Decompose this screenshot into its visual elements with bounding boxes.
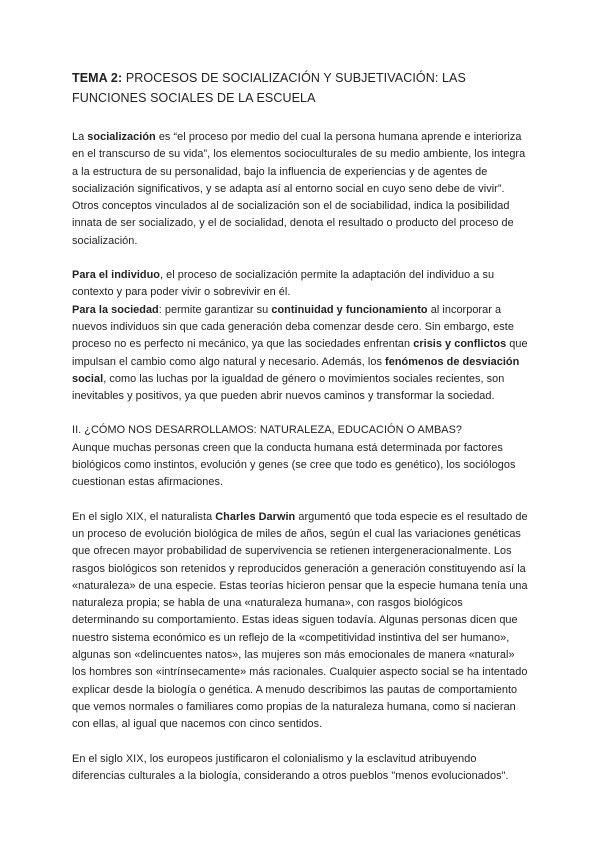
section-heading: II. ¿CÓMO NOS DESARROLLAMOS: NATURALEZA, EDUCACIÓN O AMBAS? <box>72 424 463 437</box>
text-run: : permite garantizar su <box>158 303 272 316</box>
bold-term: continuidad y funcionamiento <box>271 303 428 316</box>
title-label: TEMA 2: <box>72 71 123 85</box>
spacer <box>72 108 528 129</box>
bold-term: Para la sociedad <box>72 303 159 316</box>
spacer <box>72 492 528 509</box>
bold-term: Charles Darwin <box>215 510 296 523</box>
paragraph-darwin <box>72 509 528 734</box>
text-run: argumentó que toda especie es el resultado de un proceso de evolución biológica de miles de años, según el cual las variaciones genéticas que ofrecen mayor probabilidad de supervivencia se retienen intergeneracionalmente. Los rasgos biológicos son retenidos y reproducidos generación a generación constituyendo así la «naturaleza» de una especie. Estas teorías hicieron pensar que la especie humana tenía una naturaleza propia; se habla de una «naturaleza humana», con rasgos biológicos determinando su comportamiento. Estas ideas siguen todavía. Algunas personas dicen que nuestro sistema económico es un reflejo de la «competitividad instintiva del ser humano», algunas son «delincuentes natos», las mujeres son más emocionales de manera «natural» los hombres son «intrínsecamente» más racionales. Cualquier aspecto social se ha intentado explicar desde la biología o genética. A menudo describimos las pautas de comportamiento que vemos normales o familiares como propias de la naturaleza humana, como si nacieran con ellas, al igual que nacemos con cinco sentidos. <box>72 510 528 731</box>
paragraph-naturaleza-intro: Aunque muchas personas creen que la conducta humana está determinada por factores biológicos como instintos, evolución y genes (se cree que todo es genético), los sociólogos cuestionan estas afirmaciones. <box>72 441 516 489</box>
bold-term: socialización <box>87 131 156 143</box>
text-run: , el proceso de socialización permite la adaptación del individuo a su contexto y para poder vivir o sobrevivir en él. <box>72 269 495 299</box>
paragraph-socializacion <box>72 129 528 250</box>
document-body <box>72 68 528 785</box>
paragraph-individuo <box>72 267 528 302</box>
spacer <box>72 405 528 422</box>
text-run: En el siglo XIX, el naturalista <box>72 510 216 523</box>
bold-term: Para el individuo <box>72 269 160 282</box>
paragraph-sociedad <box>72 302 528 406</box>
text-run: es “el proceso por medio del cual la persona humana aprende e interioriza en el transcurso de su vida”, los elementos socioculturales de su medio ambiente, los integra a la estructura de su personalidad, bajo la influencia de experiencias y de agentes de socialización significativos, y se adapta así al entorno social en cuyo seno debe de vivir”. Otros conceptos vinculados al de socialización son el de sociabilidad, indica la posibilidad innata de ser socializado, y el de socialidad, denota el resultado o producto del proceso de socialización. <box>72 131 526 247</box>
text-run: que impulsan el cambio como algo natural y necesario. Además, los <box>72 338 528 368</box>
spacer <box>72 734 528 751</box>
text-run: La <box>72 131 88 143</box>
bold-term: crisis y conflictos <box>413 338 507 351</box>
page-title <box>72 68 528 108</box>
text-run: al incorporar a nuevos individuos sin que cada generación deba comenzar desde cero. Sin embargo, este proceso no es perfecto ni mecánico, ya que las sociedades enfrentan <box>72 303 514 351</box>
text-run: , como las luchas por la igualdad de género o movimientos sociales recientes, son inevitables y positivos, ya que pueden abrir nuevos caminos y transformar la sociedad. <box>72 372 505 403</box>
paragraph-colonialismo: En el siglo XIX, los europeos justificaron el colonialismo y la esclavitud atribuyendo diferencias culturales a la biología, considerando a otros pueblos "menos evolucionados". <box>72 752 509 782</box>
bold-term: fenómenos de desviación social <box>72 355 520 385</box>
title-text: PROCESOS DE SOCIALIZACIÓN Y SUBJETIVACIÓN: LAS FUNCIONES SOCIALES DE LA ESCUELA <box>72 71 466 105</box>
spacer <box>72 250 528 267</box>
